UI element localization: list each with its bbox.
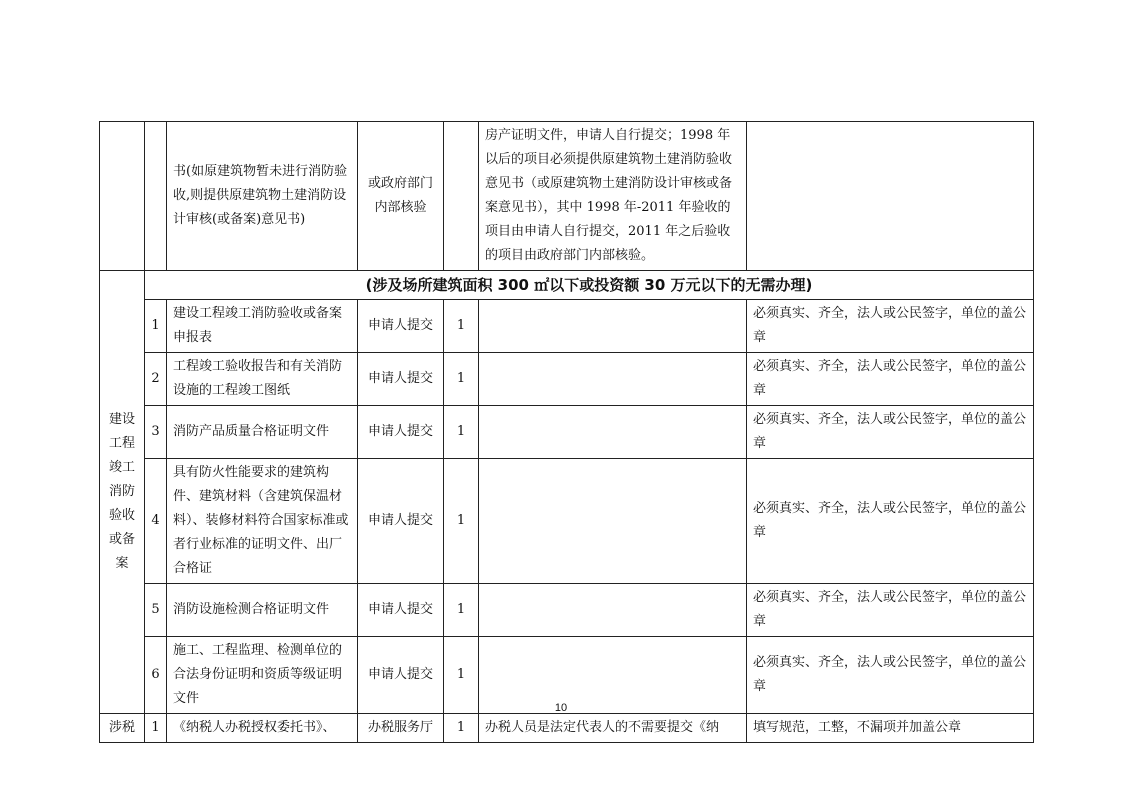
row-number: 3 <box>145 406 167 459</box>
copies-cell: 1 <box>444 406 479 459</box>
row-number: 1 <box>145 714 167 743</box>
table-row <box>100 584 1034 637</box>
note-cell <box>479 353 747 406</box>
source-cell: 申请人提交 <box>358 584 444 637</box>
note-cell: 办税人员是法定代表人的不需要提交《纳 <box>479 714 747 743</box>
copies-cell: 1 <box>444 714 479 743</box>
row-number: 1 <box>145 300 167 353</box>
table-row <box>100 459 1034 584</box>
materials-table <box>99 121 1034 743</box>
source-cell: 申请人提交 <box>358 300 444 353</box>
copies-cell: 1 <box>444 584 479 637</box>
source-cell: 申请人提交 <box>358 459 444 584</box>
source-cell: 申请人提交 <box>358 637 444 714</box>
material-cell: 工程竣工验收报告和有关消防设施的工程竣工图纸 <box>167 353 358 406</box>
copies-cell <box>444 122 479 271</box>
requirement-cell: 必须真实、齐全，法人或公民签字，单位的盖公章 <box>747 300 1034 353</box>
copies-cell: 1 <box>444 353 479 406</box>
copies-cell: 1 <box>444 300 479 353</box>
requirement-cell: 必须真实、齐全，法人或公民签字，单位的盖公章 <box>747 353 1034 406</box>
category-cell: 涉税 <box>100 714 145 743</box>
requirement-cell: 必须真实、齐全，法人或公民签字，单位的盖公章 <box>747 637 1034 714</box>
requirement-cell: 必须真实、齐全，法人或公民签字，单位的盖公章 <box>747 459 1034 584</box>
source-cell: 办税服务厅 <box>358 714 444 743</box>
row-number: 6 <box>145 637 167 714</box>
material-cell: 消防产品质量合格证明文件 <box>167 406 358 459</box>
source-cell: 或政府部门内部核验 <box>358 122 444 271</box>
table-row <box>100 714 1034 743</box>
requirement-cell: 填写规范，工整，不漏项并加盖公章 <box>747 714 1034 743</box>
material-cell: 《纳税人办税授权委托书》、 <box>167 714 358 743</box>
category-cell <box>100 122 145 271</box>
material-cell: 书(如原建筑物暂未进行消防验收,则提供原建筑物土建消防设计审核(或备案)意见书) <box>167 122 358 271</box>
source-cell: 申请人提交 <box>358 353 444 406</box>
note-cell <box>479 300 747 353</box>
note-cell <box>479 406 747 459</box>
table-row <box>100 353 1034 406</box>
requirement-cell: 必须真实、齐全，法人或公民签字，单位的盖公章 <box>747 584 1034 637</box>
table-row <box>100 406 1034 459</box>
material-cell: 建设工程竣工消防验收或备案申报表 <box>167 300 358 353</box>
table-row <box>100 122 1034 271</box>
material-cell: 消防设施检测合格证明文件 <box>167 584 358 637</box>
requirement-cell: 必须真实、齐全，法人或公民签字，单位的盖公章 <box>747 406 1034 459</box>
note-cell <box>479 584 747 637</box>
material-cell: 具有防火性能要求的建筑构件、建筑材料（含建筑保温材料）、装修材料符合国家标准或者行业标准的证明文件、出厂合格证 <box>167 459 358 584</box>
source-cell: 申请人提交 <box>358 406 444 459</box>
note-cell <box>479 459 747 584</box>
table-row <box>100 300 1034 353</box>
category-cell: 建设工程竣工消防验收或备案 <box>100 271 145 714</box>
row-number: 2 <box>145 353 167 406</box>
section-notice: (涉及场所建筑面积 300 ㎡以下或投资额 30 万元以下的无需办理) <box>145 271 1034 300</box>
requirement-cell <box>747 122 1034 271</box>
note-cell: 房产证明文件，申请人自行提交；1998 年以后的项目必须提供原建筑物土建消防验收意见书（或原建筑物土建消防设计审核或备案意见书），其中 1998 年-2011 年验收的项目由申请人自行提交，2011 年之后验收的项目由政府部门内部核验。 <box>479 122 747 271</box>
notice-row <box>100 271 1034 300</box>
copies-cell: 1 <box>444 637 479 714</box>
copies-cell: 1 <box>444 459 479 584</box>
row-number: 5 <box>145 584 167 637</box>
page-number: 10 <box>554 702 568 714</box>
index-cell <box>145 122 167 271</box>
material-cell: 施工、工程监理、检测单位的合法身份证明和资质等级证明文件 <box>167 637 358 714</box>
row-number: 4 <box>145 459 167 584</box>
